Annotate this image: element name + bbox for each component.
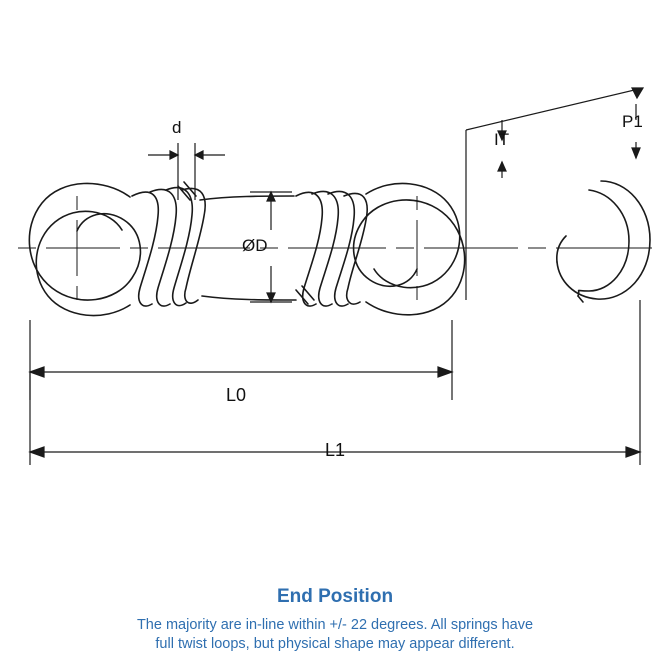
caption-line-2: full twist loops, but physical shape may appear different. — [155, 636, 515, 652]
label-initial-tension: IT — [494, 130, 510, 149]
label-extended-length: L1 — [325, 440, 346, 460]
label-outer-diameter: ØD — [242, 236, 268, 255]
label-wire-diameter: d — [172, 118, 182, 137]
right-coil-group — [296, 191, 367, 306]
label-free-length: L0 — [226, 385, 247, 405]
right-end-loop — [354, 183, 465, 314]
left-end-loop — [29, 183, 140, 315]
label-loop-position: P1 — [622, 112, 643, 131]
end-position-loop — [557, 181, 650, 302]
caption-line-1: The majority are in-line within +/- 22 degrees. All springs have — [136, 617, 534, 633]
caption-heading: End Position — [276, 586, 394, 607]
dimension-initial-tension — [466, 88, 643, 300]
